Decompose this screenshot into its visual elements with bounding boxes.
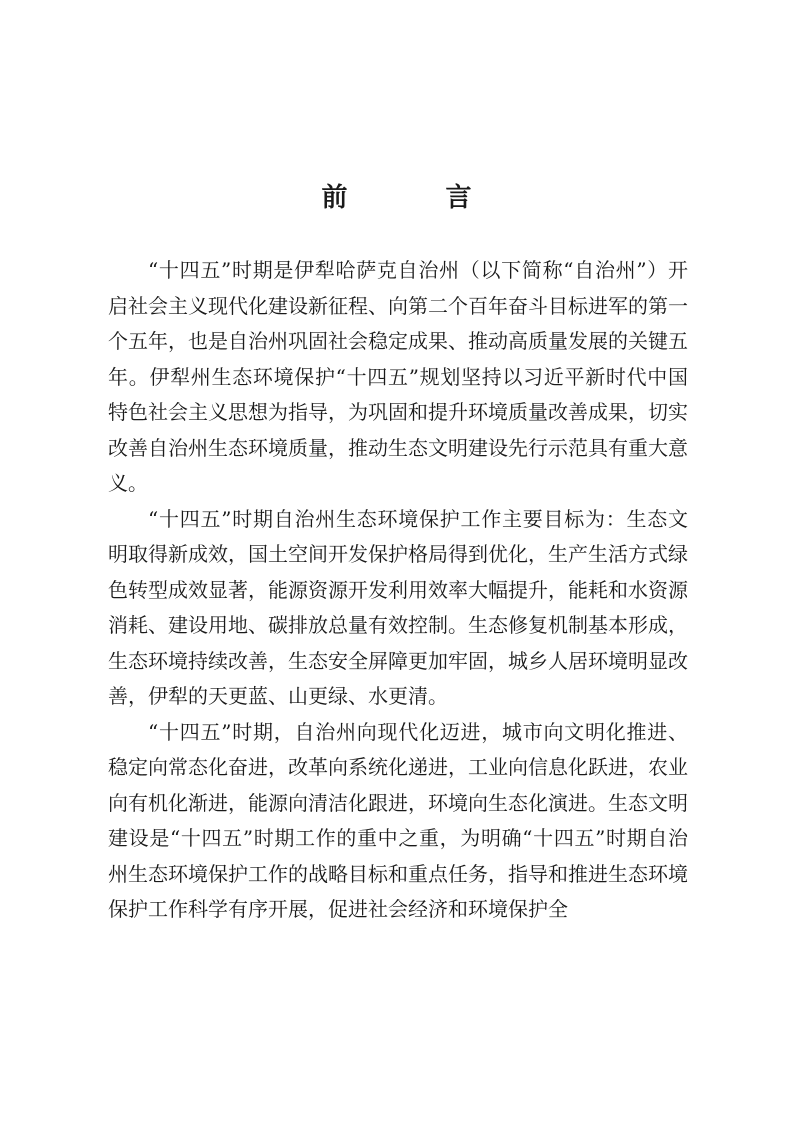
document-body [108, 253, 688, 928]
page-title: 前 言 [321, 183, 508, 213]
paragraph-3: “十四五”时期，自治州向现代化迈进，城市向文明化推进、稳定向常态化奋进，改革向系统化递进，工业向信息化跃进，农业向有机化渐进，能源向清洁化跟进，环境向生态化演进。生态文明建设是“十四五”时期工作的重中之重，为明确“十四五”时期自治州生态环境保护工作的战略目标和重点任务，指导和推进生态环境保护工作科学有序开展，促进社会经济和环境保护全 [108, 719, 688, 921]
paragraph-2: “十四五”时期自治州生态环境保护工作主要目标为：生态文明取得新成效，国土空间开发保护格局得到优化，生产生活方式绿色转型成效显著，能源资源开发利用效率大幅提升，能耗和水资源消耗、建设用地、碳排放总量有效控制。生态修复机制基本形成，生态环境持续改善，生态安全屏障更加牢固，城乡人居环境明显改善，伊犁的天更蓝、山更绿、水更清。 [108, 506, 688, 708]
paragraph-1: “十四五”时期是伊犁哈萨克自治州（以下简称“自治州”）开启社会主义现代化建设新征程、向第二个百年奋斗目标进军的第一个五年，也是自治州巩固社会稳定成果、推动高质量发展的关键五年。伊犁州生态环境保护“十四五”规划坚持以习近平新时代中国特色社会主义思想为指导，为巩固和提升环境质量改善成果，切实改善自治州生态环境质量，推动生态文明建设先行示范具有重大意义。 [108, 258, 688, 495]
